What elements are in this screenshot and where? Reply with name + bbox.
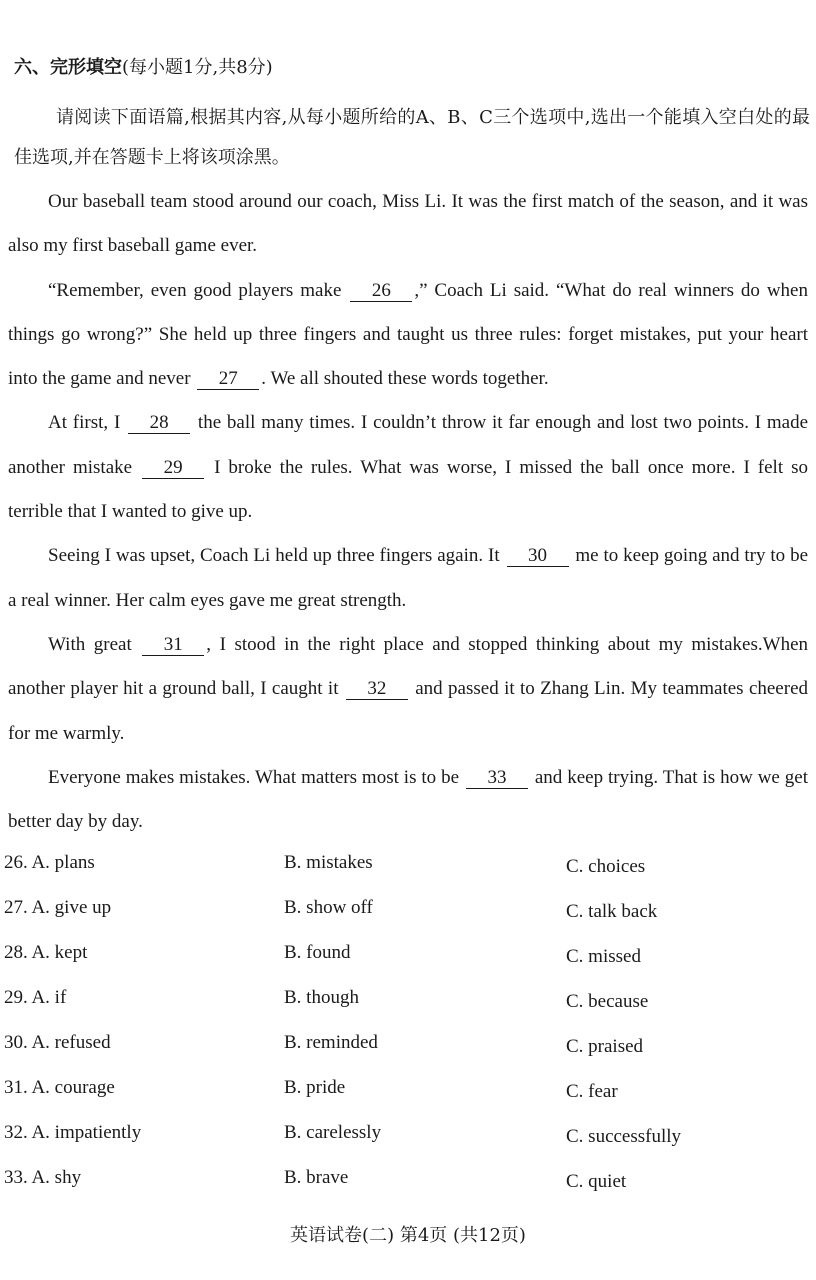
option-b: B. reminded: [284, 1032, 378, 1053]
passage-text: , I stood in the right place and stopped thinking about my mistakes.When another player hit a ground ball, I caught it: [8, 633, 808, 700]
option-a: 29. A. if: [4, 987, 67, 1008]
passage-text: the ball many times. I couldn’t throw it far enough and lost two points. I made another mistake: [8, 412, 809, 478]
option-c: C. talk back: [566, 901, 658, 922]
option-c: C. fear: [566, 1081, 618, 1102]
option-a: 32. A. impatiently: [4, 1122, 142, 1143]
blank-33: 33: [466, 768, 528, 789]
passage-text: ,” Coach Li said. “What do real winners do when things go wrong?” She held up three fingers and taught us three rules: forget mistakes, put your heart into the game and never: [8, 279, 808, 390]
passage-paragraph-6: [8, 756, 808, 845]
passage-paragraph-2: [8, 269, 808, 402]
option-row-31: [4, 1071, 804, 1116]
passage-text: Everyone makes mistakes. What matters most is to be: [48, 766, 460, 788]
option-a: 27. A. give up: [4, 897, 112, 918]
option-c: C. because: [566, 991, 649, 1012]
blank-29: 29: [142, 458, 204, 479]
passage-paragraph-5: [8, 623, 808, 756]
passage-text: “Remember, even good players make: [48, 279, 342, 301]
section-score-note: (每小题1分,共8分): [122, 57, 273, 78]
option-a: 28. A. kept: [4, 942, 88, 963]
option-c: C. missed: [566, 946, 641, 967]
section-heading: [14, 56, 273, 80]
passage-text: me to keep going and try to be a real winner. Her calm eyes gave me great strength.: [8, 545, 809, 611]
option-b: B. mistakes: [284, 852, 373, 873]
option-row-32: [4, 1116, 804, 1161]
option-b: B. show off: [284, 897, 373, 918]
blank-28: 28: [128, 413, 190, 434]
blank-27: 27: [197, 369, 259, 390]
option-row-30: [4, 1026, 804, 1071]
passage-paragraph-1: Our baseball team stood around our coach, Miss Li. It was the first match of the season, and it was also my first baseball game ever.: [8, 191, 808, 257]
option-c: C. successfully: [566, 1126, 682, 1147]
option-b: B. though: [284, 987, 359, 1008]
passage-text: At first, I: [48, 412, 121, 434]
passage-text: I broke the rules. What was worse, I missed the ball once more. I felt so terrible that I wanted to give up.: [8, 456, 808, 523]
answer-options: [4, 846, 804, 1206]
passage-text: and keep trying. That is how we get better day by day.: [8, 766, 808, 833]
option-c: C. choices: [566, 856, 646, 877]
blank-26: 26: [350, 281, 412, 302]
passage-paragraph-3: [8, 401, 808, 534]
passage-text: With great: [48, 633, 132, 655]
blank-31: 31: [142, 635, 204, 656]
page-footer: 英语试卷(二) 第4页 (共12页): [290, 1225, 526, 1246]
option-row-29: [4, 981, 804, 1026]
option-b: B. pride: [284, 1077, 346, 1098]
blank-30: 30: [507, 546, 569, 567]
option-row-26: [4, 846, 804, 891]
option-c: C. praised: [566, 1036, 644, 1057]
option-b: B. found: [284, 942, 351, 963]
passage-text: Seeing I was upset, Coach Li held up three fingers again. It: [48, 545, 500, 567]
option-c: C. quiet: [566, 1171, 627, 1192]
option-a: 26. A. plans: [4, 852, 95, 873]
passage-text: . We all shouted these words together.: [261, 368, 549, 390]
option-b: B. carelessly: [284, 1122, 382, 1143]
passage-paragraph-4: [8, 534, 808, 623]
option-row-28: [4, 936, 804, 981]
option-a: 33. A. shy: [4, 1167, 82, 1188]
section-title: 六、完形填空: [14, 57, 122, 78]
cloze-passage: [8, 180, 808, 844]
passage-text: and passed it to Zhang Lin. My teammates cheered for me warmly.: [8, 678, 809, 744]
option-row-33: [4, 1161, 804, 1206]
blank-32: 32: [346, 679, 408, 700]
option-b: B. brave: [284, 1167, 349, 1188]
option-a: 31. A. courage: [4, 1077, 115, 1098]
option-a: 30. A. refused: [4, 1032, 111, 1053]
option-row-27: [4, 891, 804, 936]
section-instruction: 请阅读下面语篇,根据其内容,从每小题所给的A、B、C三个选项中,选出一个能填入空白处的最佳选项,并在答题卡上将该项涂黑。: [14, 107, 810, 168]
